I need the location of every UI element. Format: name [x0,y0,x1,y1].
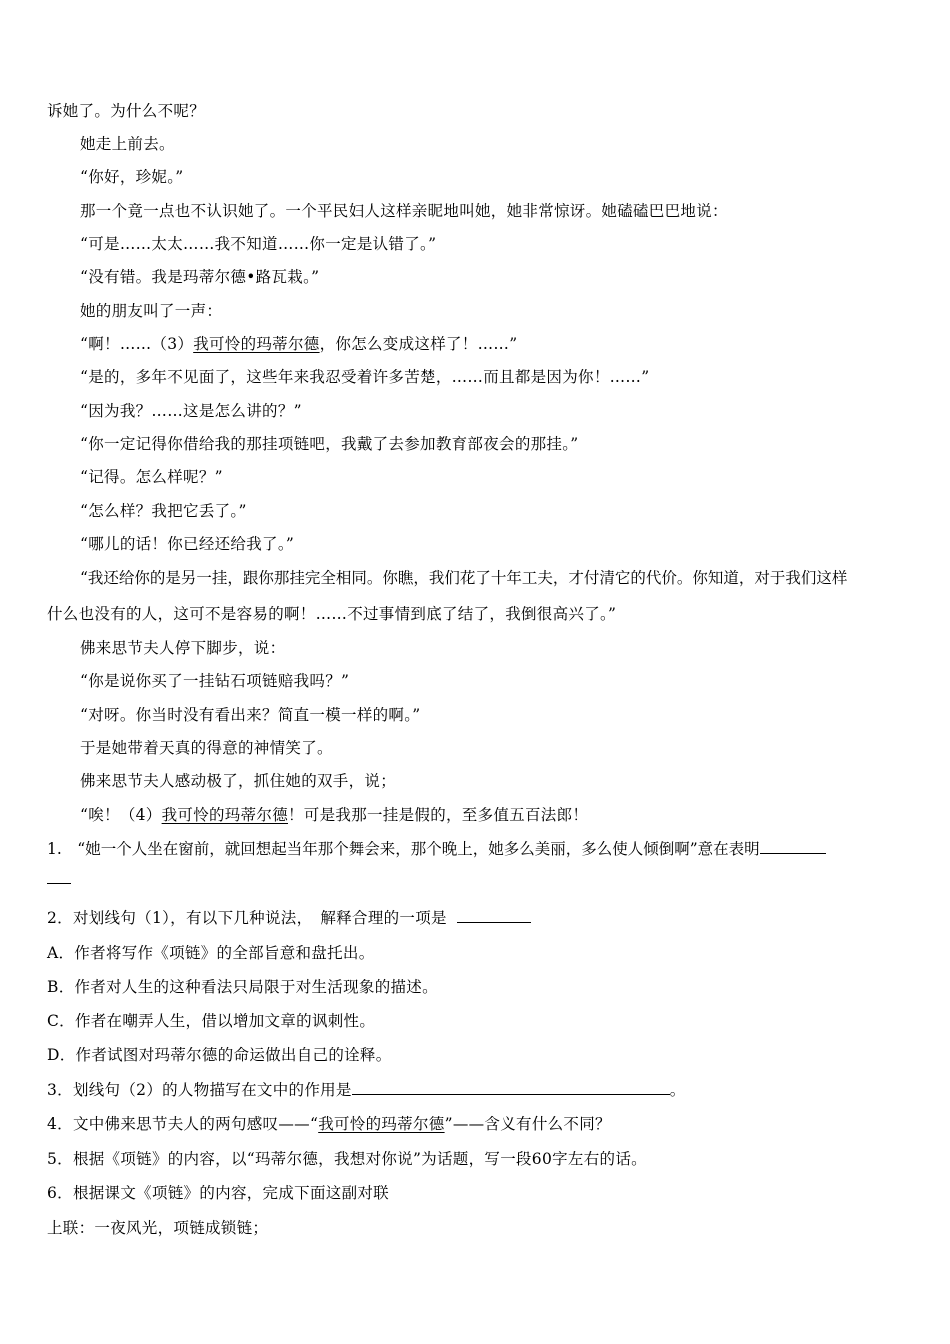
paragraph: 于是她带着天真的得意的神情笑了。 [80,739,333,757]
underlined-sentence-3: 我可怜的玛蒂尔德 [193,335,320,353]
question-1-blank-continuation [47,868,907,890]
paragraph: 她的朋友叫了一声： [80,302,223,320]
question-2 [47,907,907,929]
question-6: 6．根据课文《项链》的内容，完成下面这副对联 [47,1184,389,1202]
answer-blank[interactable] [760,839,826,854]
paragraph: “你一定记得你借给我的那挂项链吧，我戴了去参加教育部夜会的那挂。” [80,435,579,453]
option-b: B．作者对人生的这种看法只局限于对生活现象的描述。 [47,978,438,996]
paragraph: “你好，珍妮。” [80,168,184,186]
paragraph: “哪儿的话！你已经还给我了。” [80,535,295,553]
paragraph [80,804,940,826]
option-c: C．作者在嘲弄人生，借以增加文章的讽刺性。 [47,1012,376,1030]
question-4 [47,1113,907,1135]
paragraph: “可是……太太……我不知道……你一定是认错了。” [80,235,437,253]
paragraph: “是的，多年不见面了，这些年来我忍受着许多苦楚，……而且都是因为你！……” [80,368,650,386]
question-text: 1. “她一个人坐在窗前，就回想起当年那个舞会来，那个晚上，她多么美丽，多么使人倾倒啊”意在表明 [47,840,760,858]
paragraph: “因为我？……这是怎么讲的？” [80,402,302,420]
question-text: ”——含义有什么不同？ [444,1115,611,1133]
question-text: 4．文中佛来思节夫人的两句感叹——“ [47,1115,319,1133]
paragraph: “我还给你的是另一挂，跟你那挂完全相同。你瞧，我们花了十年工夫，才付清它的代价。你知道，对于我们这样 [80,569,848,587]
question-1 [47,838,907,860]
text-segment: “啊！……（3） [80,335,194,353]
paragraph: “记得。怎么样呢？” [80,468,223,486]
paragraph: “你是说你买了一挂钻石项链赔我吗？” [80,672,350,690]
question-text: 。 [669,1081,686,1099]
paragraph: “没有错。我是玛蒂尔德•路瓦栽。” [80,268,320,286]
couplet-upper-line: 上联：一夜风光，项链成锁链； [47,1219,269,1237]
paragraph [80,333,940,355]
paragraph: 她走上前去。 [80,135,175,153]
option-a: A．作者将写作《项链》的全部旨意和盘托出。 [47,944,375,962]
answer-blank[interactable] [352,1080,670,1095]
paragraph: “怎么样？我把它丢了。” [80,502,247,520]
paragraph: 佛来思节夫人感动极了，抓住她的双手，说； [80,772,397,790]
paragraph: 诉她了。为什么不呢？ [47,102,206,120]
answer-blank[interactable] [457,908,531,923]
answer-blank[interactable] [47,869,71,884]
paragraph: “对呀。你当时没有看出来？简直一模一样的啊。” [80,706,421,724]
paragraph: 佛来思节夫人停下脚步，说： [80,639,286,657]
question-text: 2．对划线句（1），有以下几种说法， 解释合理的一项是 [47,909,447,927]
text-segment: ！可是我那一挂是假的，至多值五百法郎！ [288,806,589,824]
question-5: 5．根据《项链》的内容，以“玛蒂尔德，我想对你说”为话题，写一段60字左右的话。 [47,1150,647,1168]
question-3 [47,1079,907,1101]
question-text: 3．划线句（2）的人物描写在文中的作用是 [47,1081,352,1099]
paragraph: 那一个竟一点也不认识她了。一个平民妇人这样亲昵地叫她，她非常惊讶。她磕磕巴巴地说： [80,202,728,220]
underlined-sentence-4: 我可怜的玛蒂尔德 [161,806,288,824]
text-segment: ，你怎么变成这样了！……” [319,335,518,353]
underlined-phrase: 我可怜的玛蒂尔德 [318,1115,445,1133]
option-d: D．作者试图对玛蒂尔德的命运做出自己的诠释。 [47,1046,392,1064]
paragraph-continuation: 什么也没有的人，这可不是容易的啊！……不过事情到底了结了，我倒很高兴了。” [47,605,617,623]
text-segment: “唉！（4） [80,806,162,824]
